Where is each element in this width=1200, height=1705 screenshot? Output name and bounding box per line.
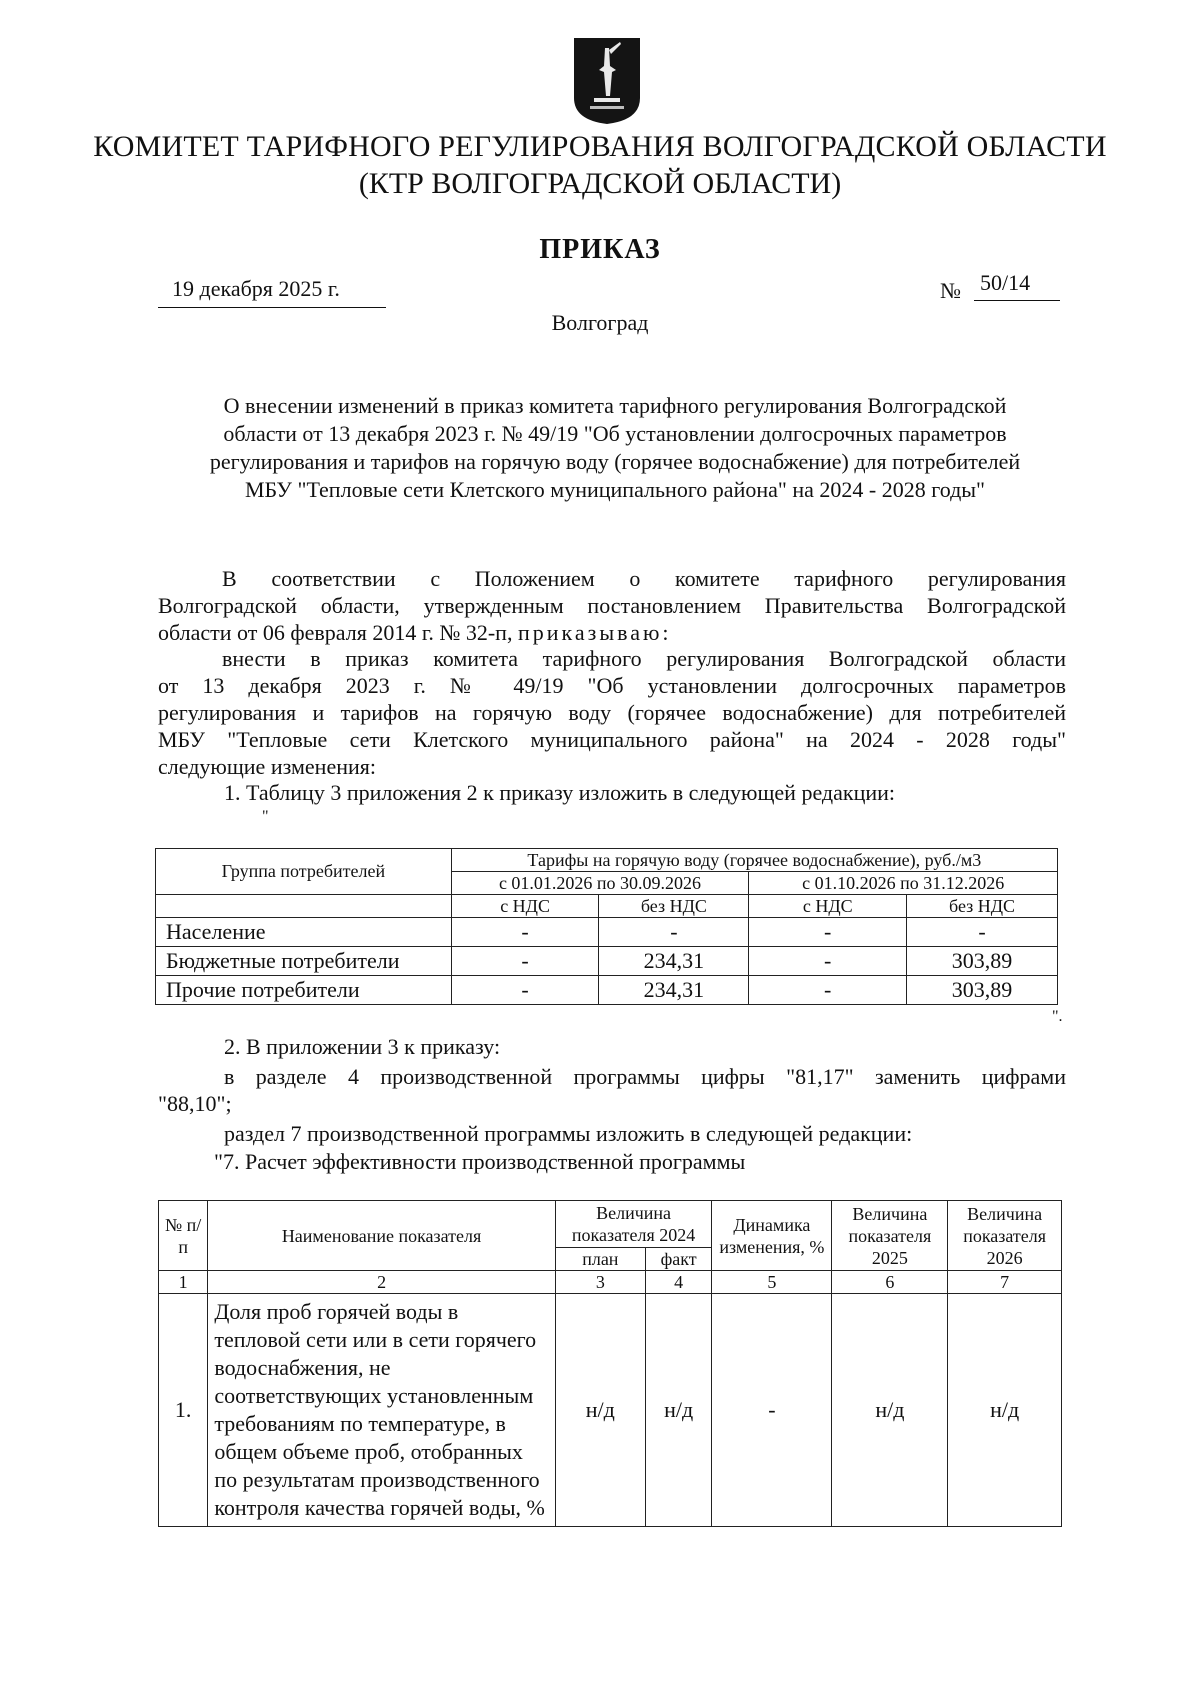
- tariff-value: -: [451, 947, 599, 976]
- dynamics-header: Динамика изменения, %: [712, 1201, 832, 1271]
- column-number: 6: [832, 1271, 948, 1294]
- with-vat-header: с НДС: [451, 895, 599, 918]
- value-2024-header: Величина показателя 2024: [555, 1201, 712, 1248]
- tariff-value: 234,31: [599, 976, 749, 1005]
- subject-line: МБУ "Тепловые сети Клетского муниципального района" на 2024 - 2028 годы": [244, 477, 986, 502]
- tariff-value: -: [451, 976, 599, 1005]
- tariff-value: 303,89: [907, 976, 1058, 1005]
- fact-header: факт: [645, 1248, 711, 1271]
- amendment-line: регулирования и тарифов на горячую воду (горячее водоснабжение) для потребителей: [158, 700, 1066, 725]
- column-number: 4: [645, 1271, 711, 1294]
- table-row: [159, 1294, 1062, 1527]
- without-vat-header: без НДС: [907, 895, 1058, 918]
- column-number: 1: [159, 1271, 208, 1294]
- value-2026: н/д: [948, 1294, 1062, 1527]
- subject-line: регулирования и тарифов на горячую воду (горячее водоснабжение) для потребителей: [209, 449, 1021, 474]
- table-row: [156, 918, 1058, 947]
- preamble-paragraph: [158, 565, 1066, 646]
- tariff-header: Тарифы на горячую воду (горячее водоснабжение), руб./м3: [451, 849, 1057, 872]
- item-2-section-7: раздел 7 производственной программы изложить в следующей редакции:: [224, 1121, 913, 1146]
- table-header-row: [156, 895, 1058, 918]
- document-city: Волгоград: [551, 310, 649, 335]
- table-header-row: [159, 1201, 1062, 1248]
- organization-short-name: (КТР ВОЛГОГРАДСКОЙ ОБЛАСТИ): [358, 167, 842, 200]
- value-2025: н/д: [832, 1294, 948, 1527]
- tariff-value: -: [451, 918, 599, 947]
- tariff-value: -: [907, 918, 1058, 947]
- tariff-value: -: [749, 947, 907, 976]
- tariff-value: -: [599, 918, 749, 947]
- column-number: 2: [208, 1271, 555, 1294]
- row-number: 1.: [159, 1294, 208, 1527]
- plan-value: н/д: [555, 1294, 645, 1527]
- consumer-group: Прочие потребители: [156, 976, 452, 1005]
- without-vat-header: без НДС: [599, 895, 749, 918]
- organization-name: КОМИТЕТ ТАРИФНОГО РЕГУЛИРОВАНИЯ ВОЛГОГРАДСКОЙ ОБЛАСТИ: [93, 130, 1107, 163]
- item-1: 1. Таблицу 3 приложения 2 к приказу изложить в следующей редакции:: [224, 780, 896, 805]
- consumer-group: Бюджетные потребители: [156, 947, 452, 976]
- document-subject: [150, 392, 1080, 504]
- column-number: 3: [555, 1271, 645, 1294]
- amendment-paragraph: [158, 645, 1066, 780]
- tariff-value: -: [749, 918, 907, 947]
- column-number-row: [159, 1271, 1062, 1294]
- value-2026-header: Величина показателя 2026: [948, 1201, 1062, 1271]
- value-2025-header: Величина показателя 2025: [832, 1201, 948, 1271]
- column-number: 7: [948, 1271, 1062, 1294]
- consumer-group: Население: [156, 918, 452, 947]
- preamble-line: Волгоградской области, утвержденным постановлением Правительства Волгоградской: [158, 593, 1066, 618]
- with-vat-header: с НДС: [749, 895, 907, 918]
- amendment-line: внести в приказ комитета тарифного регулирования Волгоградской области: [222, 646, 1066, 671]
- fact-value: н/д: [645, 1294, 711, 1527]
- number-header: № п/п: [159, 1201, 208, 1271]
- document-title: ПРИКАЗ: [539, 234, 661, 265]
- date-underline: [158, 307, 386, 308]
- item-2: 2. В приложении 3 к приказу:: [224, 1034, 501, 1059]
- efficiency-table: [158, 1200, 1062, 1527]
- tariff-table: [155, 848, 1058, 1005]
- table-row: [156, 976, 1058, 1005]
- period-2-header: с 01.10.2026 по 31.12.2026: [749, 872, 1058, 895]
- amendment-line: от 13 декабря 2023 г. № 49/19 "Об установлении долгосрочных параметров: [158, 673, 1066, 698]
- order-keyword: приказываю:: [517, 620, 672, 645]
- subject-line: области от 13 декабря 2023 г. № 49/19 "Об установлении долгосрочных параметров: [223, 421, 1007, 446]
- document-number-label: №: [940, 278, 961, 303]
- coat-of-arms-emblem: [572, 36, 642, 126]
- indicator-name: Доля проб горячей воды в тепловой сети или в сети горячего водоснабжения, не соответствующих установленным требованиям по температуре, в общем объеме проб, отобранных по результатам производственного контроля качества горячей воды, %: [208, 1294, 555, 1527]
- tariff-value: -: [749, 976, 907, 1005]
- item-2-section-4: [158, 1063, 1066, 1117]
- quote-open-mark: ": [262, 808, 269, 825]
- document-date: 19 декабря 2025 г.: [172, 276, 340, 301]
- tariff-value: 303,89: [907, 947, 1058, 976]
- amendment-line: следующие изменения:: [158, 754, 376, 779]
- period-1-header: с 01.01.2026 по 30.09.2026: [451, 872, 749, 895]
- table-row: [156, 947, 1058, 976]
- plan-header: план: [555, 1248, 645, 1271]
- table-header-row: [156, 849, 1058, 872]
- empty-cell: [156, 895, 452, 918]
- section-7-title: "7. Расчет эффективности производственной программы: [214, 1149, 746, 1174]
- preamble-text: области от 06 февраля 2014 г. № 32-п,: [158, 620, 513, 645]
- number-underline: [974, 300, 1060, 301]
- preamble-line: [158, 619, 1066, 646]
- item-2-line: в разделе 4 производственной программы цифры "81,17" заменить цифрами: [224, 1064, 1066, 1089]
- amendment-line: МБУ "Тепловые сети Клетского муниципального района" на 2024 - 2028 годы": [158, 727, 1066, 752]
- indicator-name-header: Наименование показателя: [208, 1201, 555, 1271]
- dynamics-value: -: [712, 1294, 832, 1527]
- column-number: 5: [712, 1271, 832, 1294]
- tariff-value: 234,31: [599, 947, 749, 976]
- item-2-line: "88,10";: [158, 1091, 232, 1116]
- document-number: 50/14: [980, 270, 1031, 295]
- quote-close-mark: ".: [1052, 1008, 1063, 1025]
- subject-line: О внесении изменений в приказ комитета тарифного регулирования Волгоградской: [223, 393, 1007, 418]
- preamble-line: В соответствии с Положением о комитете тарифного регулирования: [222, 566, 1066, 591]
- group-header: Группа потребителей: [156, 849, 452, 895]
